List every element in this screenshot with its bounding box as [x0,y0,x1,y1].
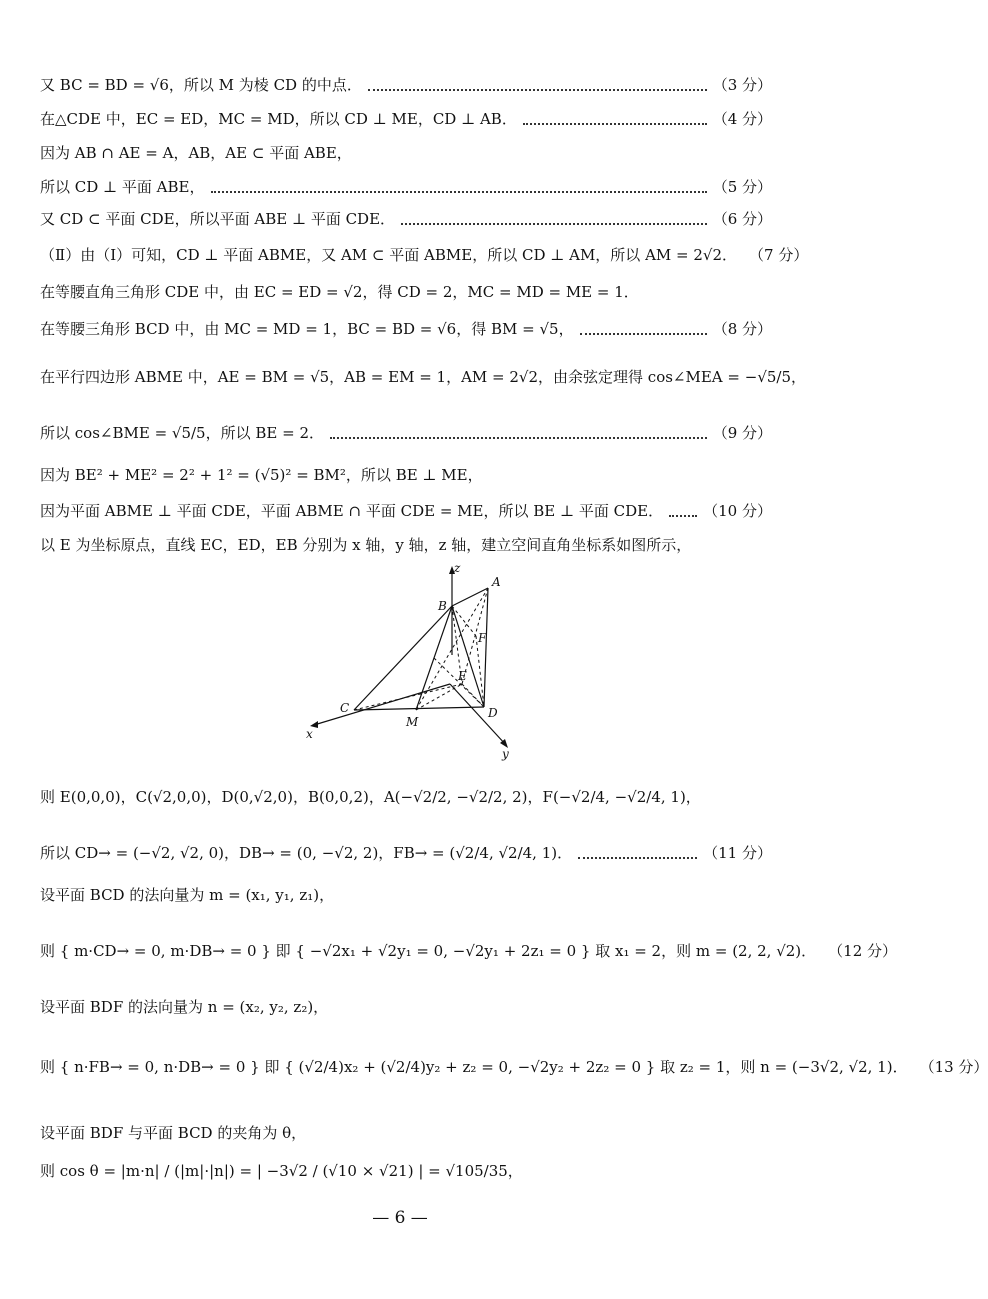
page-number: — 6 — [372,1208,428,1228]
score-label: （5 分） [712,178,772,196]
leader-dots [578,856,697,859]
text-line-10 [40,422,772,444]
label-x: x [306,727,313,741]
label-d: D [488,706,498,720]
text-line-5 [40,208,772,230]
score-label: （11 分） [703,844,772,862]
line-text: 设平面 BCD 的法向量为 m = (x₁, y₁, z₁)， [40,886,335,904]
score-label: （7 分） [749,246,809,264]
text-line-3 [40,142,772,164]
line-text: 因为 BE² + ME² = 2² + 1² = (√5)² = BM²，所以 BE ⊥ ME， [40,466,483,484]
edge-ad [484,588,488,707]
leader-dots [669,514,697,517]
text-line-9 [40,366,807,388]
text-line-19 [40,1056,988,1078]
line-text: 设平面 BDF 与平面 BCD 的夹角为 θ， [40,1124,307,1142]
leader-dots [330,436,707,439]
line-text: （Ⅱ）由（Ⅰ）可知，CD ⊥ 平面 ABME，又 AM ⊂ 平面 ABME，所以 CD ⊥ AM，所以 AM = 2√2． [40,246,738,264]
text-line-1 [40,74,772,96]
line-text: 则 { n·FB→ = 0, n·DB→ = 0 } 即 { (√2/4)x₂ + (√2/4)y₂ + z₂ = 0, −√2y₂ + 2z₂ = 0 } 取 z₂ = 1，则 n = (−3√2, √2, 1)． [40,1058,908,1076]
label-y: y [502,747,509,761]
score-label: （9 分） [712,424,772,442]
line-text: 所以 cos∠BME = √5/5，所以 BE = 2． [40,424,324,442]
leader-dots [401,222,707,225]
line-text: 所以 CD→ = (−√2, √2, 0)，DB→ = (0, −√2, 2)，FB→ = (√2/4, √2/4, 1)． [40,844,573,862]
text-line-12 [40,500,772,522]
score-label: （13 分） [919,1058,988,1076]
text-line-11 [40,464,772,486]
line-text: 所以 CD ⊥ 平面 ABE， [40,178,205,196]
line-text: 在等腰直角三角形 CDE 中，由 EC = ED = √2，得 CD = 2，MC = MD = ME = 1． [40,283,639,301]
label-f: F [478,631,487,645]
label-b: B [438,599,447,613]
line-text: 以 E 为坐标原点，直线 EC，ED，EB 分别为 x 轴，y 轴，z 轴，建立空间直角坐标系如图所示， [40,536,692,554]
text-line-21 [40,1160,772,1182]
line-text: 因为 AB ∩ AE = A，AB，AE ⊂ 平面 ABE， [40,144,352,162]
edge-ba [452,588,488,606]
text-line-2 [40,108,772,130]
text-line-20 [40,1122,772,1144]
line-text: 又 CD ⊂ 平面 CDE，所以平面 ABE ⊥ 平面 CDE． [40,210,396,228]
text-line-18 [40,996,772,1018]
line-text: 在△CDE 中，EC = ED，MC = MD，所以 CD ⊥ ME，CD ⊥ AB． [40,110,517,128]
line-text: 则 cos θ = |m·n| / (|m|·|n|) = | −3√2 / (√10 × √21) | = √105/35， [40,1162,523,1180]
text-line-7 [40,281,772,303]
edge-ce [354,684,462,710]
line-text: 则 E(0,0,0)，C(√2,0,0)，D(0,√2,0)，B(0,0,2)，A(−√2/2, −√2/2, 2)，F(−√2/4, −√2/4, 1)， [40,788,701,806]
text-line-6 [40,244,809,266]
label-m: M [406,715,419,729]
edge-cb [354,606,452,710]
score-label: （6 分） [712,210,772,228]
text-line-15 [40,842,772,864]
line-text: 则 { m·CD→ = 0, m·DB→ = 0 } 即 { −√2x₁ + √2y₁ = 0, −√2y₁ + 2z₁ = 0 } 取 x₁ = 2，则 m = (2, 2, √2)． [40,942,817,960]
x-axis [314,684,450,725]
leader-dots [368,88,707,91]
leader-dots [523,122,707,125]
text-line-17 [40,940,898,962]
coordinate-figure [300,560,530,760]
text-line-14 [40,786,772,808]
text-line-4 [40,176,772,198]
score-label: （8 分） [712,320,772,338]
line-text: 又 BC = BD = √6，所以 M 为棱 CD 的中点． [40,76,362,94]
score-label: （4 分） [712,110,772,128]
label-c: C [340,701,350,715]
line-text: 因为平面 ABME ⊥ 平面 CDE，平面 ABME ∩ 平面 CDE = ME，所以 BE ⊥ 平面 CDE． [40,502,664,520]
leader-dots [211,190,707,193]
label-z: z [454,561,461,575]
line-text: 在等腰三角形 BCD 中，由 MC = MD = 1，BC = BD = √6，得 BM = √5， [40,320,574,338]
score-label: （10 分） [703,502,772,520]
text-line-13 [40,534,772,556]
score-label: （3 分） [712,76,772,94]
label-e: E [458,669,467,683]
label-a: A [492,575,501,589]
leader-dots [580,332,707,335]
line-text: 在平行四边形 ABME 中，AE = BM = √5，AB = EM = 1，AM = 2√2，由余弦定理得 cos∠MEA = −√5/5， [40,368,807,386]
text-line-16 [40,884,772,906]
line-text: 设平面 BDF 的法向量为 n = (x₂, y₂, z₂)， [40,998,329,1016]
text-line-8 [40,318,772,340]
score-label: （12 分） [828,942,898,960]
